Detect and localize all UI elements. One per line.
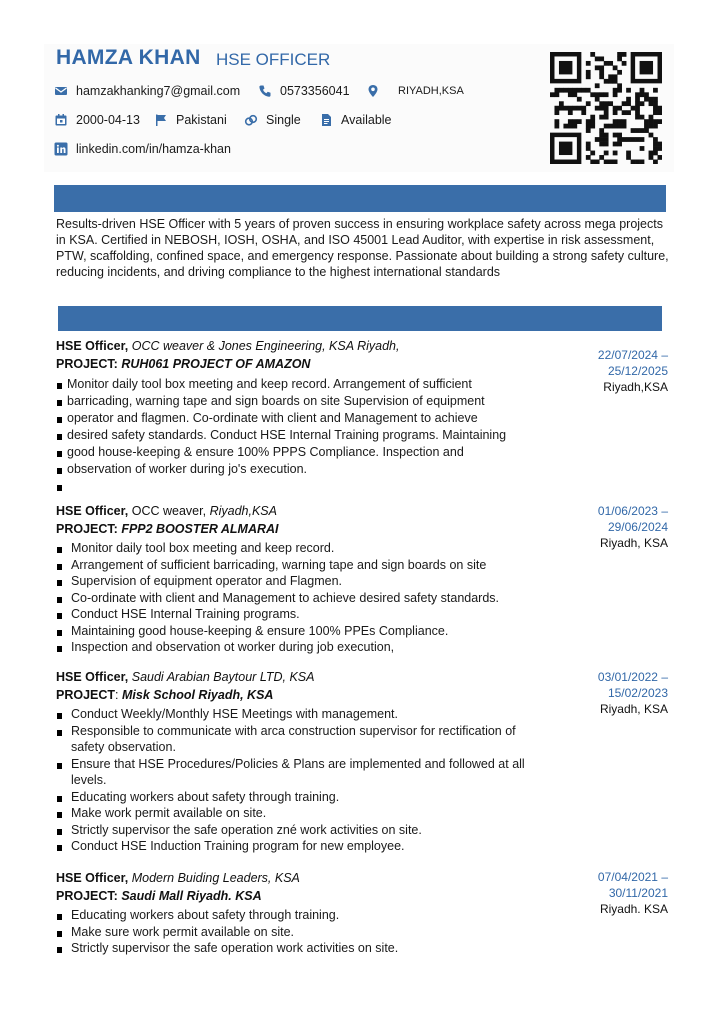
job-title-line [56, 869, 676, 887]
job-company: Modern Buiding Leaders, KSA [131, 871, 300, 885]
experience-section-band [58, 306, 662, 331]
list-item: Educating workers about safety through training. [56, 907, 676, 924]
project-name: FPP2 BOOSTER ALMARAI [121, 522, 279, 536]
dob-text: 2000-04-13 [76, 113, 140, 127]
job-location: Riyadh. KSA [599, 902, 668, 916]
contact-phone[interactable] [258, 84, 350, 98]
job-2-dates [598, 503, 668, 551]
job-project-line [56, 355, 676, 373]
list-item: Conduct Weekly/Monthly HSE Meetings with management. [56, 706, 536, 723]
job-duties-list [56, 540, 676, 656]
list-item: Make work permit available on site. [56, 805, 536, 822]
job-entry-4 [56, 869, 676, 957]
list-item: good house-keeping & ensure 100% PPPS Compliance. Inspection and [56, 444, 526, 461]
contact-nationality [154, 113, 227, 127]
contact-linkedin[interactable] [54, 142, 231, 156]
job-company-plain: OCC weaver, [131, 504, 207, 518]
phone-icon [258, 84, 272, 98]
summary-section-band [54, 185, 666, 212]
job-1-dates [598, 347, 668, 395]
job-project-line [56, 686, 676, 704]
candidate-name: HAMZA KHAN [56, 46, 201, 69]
job-company: Saudi Arabian Baytour LTD, KSA [131, 670, 315, 684]
availability-text: Available [341, 113, 392, 127]
job-duties-list [56, 706, 536, 855]
project-label: PROJECT: [56, 889, 118, 903]
job-title: HSE Officer, [56, 871, 129, 885]
list-item: Ensure that HSE Procedures/Policies & Plans are implemented and followed at all levels. [56, 756, 536, 789]
date-start: 03/01/2022 – [597, 670, 668, 684]
job-location: Riyadh,KSA [603, 380, 668, 394]
location-pin-icon [366, 84, 380, 98]
list-item: Make sure work permit available on site. [56, 924, 676, 941]
flag-icon [154, 113, 168, 127]
job-location: Riyadh, KSA [599, 702, 668, 716]
project-name: Misk School Riyadh, KSA [122, 688, 274, 702]
job-location: Riyadh, KSA [599, 536, 668, 550]
marital-status-text: Single [266, 113, 301, 127]
linkedin-text: linkedin.com/in/hamza-khan [76, 142, 231, 156]
job-duties-list [56, 907, 676, 957]
list-item: Inspection and observation ot worker during job execution, [56, 639, 676, 656]
list-item: desired safety standards. Conduct HSE Internal Training programs. Maintaining [56, 427, 526, 444]
nationality-text: Pakistani [176, 113, 227, 127]
job-title: HSE Officer, [56, 670, 129, 684]
date-end: 25/12/2025 [607, 364, 668, 378]
email-text: hamzakhanking7@gmail.com [76, 84, 241, 98]
list-item: Arrangement of sufficient barricading, warning tape and sign boards on site [56, 557, 676, 574]
contact-location [366, 84, 464, 98]
date-start: 22/07/2024 – [597, 348, 668, 362]
qr-code-image [550, 52, 662, 164]
date-end: 29/06/2024 [607, 520, 668, 534]
job-company: Riyadh,KSA [209, 504, 277, 518]
job-4-dates [598, 869, 668, 917]
job-title: HSE Officer, [56, 339, 129, 353]
list-item: Educating workers about safety through training. [56, 789, 536, 806]
list-item: Conduct HSE Induction Training program for new employee. [56, 838, 536, 855]
job-project-line [56, 520, 676, 538]
list-item: Co-ordinate with client and Management to achieve desired safety standards. [56, 590, 676, 607]
list-item: Supervision of equipment operator and Flagmen. [56, 573, 676, 590]
contact-dob [54, 113, 140, 127]
project-colon: : [115, 688, 119, 702]
list-item: Monitor daily tool box meeting and keep record. [56, 540, 676, 557]
job-company: OCC weaver & Jones Engineering, KSA Riyadh, [131, 339, 400, 353]
list-item: Maintaining good house-keeping & ensure 100% PPEs Compliance. [56, 623, 676, 640]
job-entry-2 [56, 502, 676, 656]
candidate-role: HSE OFFICER [216, 50, 331, 69]
project-label: PROJECT: [56, 522, 118, 536]
project-label: PROJECT [56, 688, 116, 702]
job-entry-3 [56, 668, 676, 855]
list-item: Conduct HSE Internal Training programs. [56, 606, 676, 623]
list-item: Strictly supervisor the safe operation work activities on site. [56, 940, 676, 957]
list-item: observation of worker during jo's execution. [56, 461, 526, 478]
list-item: Monitor daily tool box meeting and keep record. Arrangement of sufficient [56, 376, 526, 393]
job-3-dates [598, 669, 668, 717]
location-text: RIYADH,KSA [398, 85, 464, 97]
list-item: operator and flagmen. Co-ordinate with client and Management to achieve [56, 410, 526, 427]
contact-availability [319, 113, 392, 127]
job-title-line [56, 668, 676, 686]
contact-marital-status [244, 113, 301, 127]
contact-email[interactable] [54, 84, 240, 98]
linkedin-icon [54, 142, 68, 156]
list-item: barricading, warning tape and sign boards on site Supervision of equipment [56, 393, 526, 410]
job-title-line [56, 502, 676, 520]
calendar-icon [54, 113, 68, 127]
job-title: HSE Officer, [56, 504, 129, 518]
document-icon [319, 113, 333, 127]
job-title-line [56, 337, 676, 355]
date-end: 30/11/2021 [608, 886, 668, 900]
date-end: 15/02/2023 [607, 686, 668, 700]
job-project-line [56, 887, 676, 905]
date-start: 07/04/2021 – [597, 870, 668, 884]
email-icon [54, 84, 68, 98]
list-item: Strictly supervisor the safe operation zné work activities on site. [56, 822, 536, 839]
professional-summary: Results-driven HSE Officer with 5 years of proven success in ensuring workplace safety across mega projects in KSA. Certified in NEBOSH, IOSH, OSHA, and ISO 45001 Lead Auditor, with expertise in risk assessment, PTW, scaffolding, confined space, and emergency response. Passionate about building a strong safety culture, reducing incidents, and driving compliance to the highest international standards [56, 217, 669, 279]
date-start: 01/06/2023 – [597, 504, 668, 518]
list-item: Responsible to communicate with arca construction supervisor for rectification of safety observation. [56, 723, 536, 756]
project-name: Saudi Mall Riyadh. KSA [121, 889, 262, 903]
project-name: RUH061 PROJECT OF AMAZON [121, 357, 311, 371]
rings-icon [244, 113, 258, 127]
job-duties-list [56, 376, 526, 478]
project-label: PROJECT: [56, 357, 118, 371]
phone-text: 0573356041 [280, 84, 350, 98]
job-entry-1 [56, 337, 676, 478]
